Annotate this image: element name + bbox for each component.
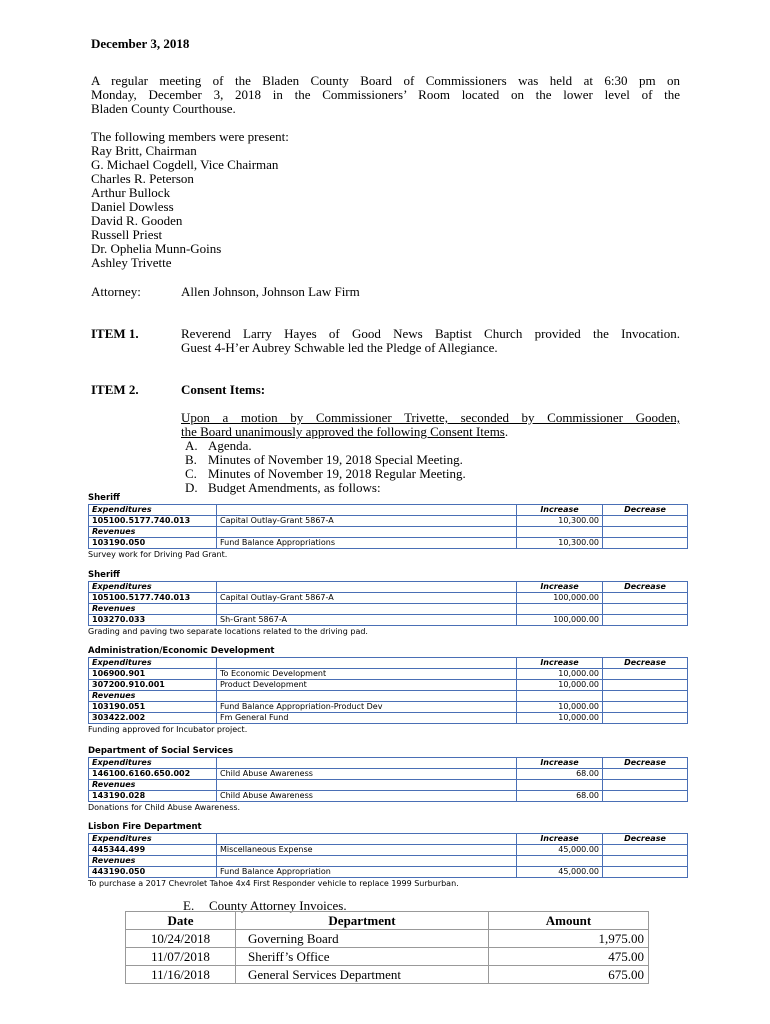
- budget-block: [88, 570, 687, 637]
- budget-department: Department of Social Services: [88, 746, 234, 756]
- members-present: [91, 130, 289, 270]
- account-description: Sh-Grant 5867-A: [217, 615, 517, 626]
- budget-table: [88, 581, 688, 626]
- table-row: [89, 713, 688, 724]
- expenditures-label: Expenditures: [89, 834, 217, 845]
- decrease-header: Decrease: [603, 582, 688, 593]
- invoice-amount: 675.00: [489, 966, 649, 984]
- list-item: D. Budget Amendments, as follows:: [185, 480, 381, 495]
- increase-header: Increase: [517, 758, 603, 769]
- increase-amount: 68.00: [517, 791, 603, 802]
- invoices-header-row: [126, 912, 649, 930]
- account-number: 105100.5177.740.013: [89, 516, 217, 527]
- member-name: G. Michael Cogdell, Vice Chairman: [91, 157, 279, 172]
- decrease-amount: [603, 867, 688, 878]
- list-item: B. Minutes of November 19, 2018 Special Meeting.: [185, 452, 463, 467]
- budget-block: [88, 493, 687, 560]
- revenues-label: Revenues: [89, 780, 217, 791]
- increase-header: Increase: [517, 505, 603, 516]
- item-1-line: Guest 4-H’er Aubrey Schwable led the Pledge of Allegiance.: [181, 340, 498, 355]
- budget-note: Funding approved for Incubator project.: [88, 725, 248, 734]
- table-row: [89, 680, 688, 691]
- header-department: Department: [236, 912, 489, 930]
- member-name: Ashley Trivette: [91, 255, 172, 270]
- increase-amount: 68.00: [517, 769, 603, 780]
- increase-amount: 100,000.00: [517, 615, 603, 626]
- budget-table: [88, 504, 688, 549]
- account-description: Fund Balance Appropriations: [217, 538, 517, 549]
- invoice-date: 10/24/2018: [126, 930, 236, 948]
- table-row: [89, 867, 688, 878]
- invoice-date: 11/16/2018: [126, 966, 236, 984]
- member-name: Ray Britt, Chairman: [91, 143, 197, 158]
- budget-department: Lisbon Fire Department: [88, 822, 202, 832]
- account-number: 146100.6160.650.002: [89, 769, 217, 780]
- budget-department: Sheriff: [88, 570, 120, 580]
- decrease-amount: [603, 702, 688, 713]
- revenues-label: Revenues: [89, 856, 217, 867]
- decrease-amount: [603, 516, 688, 527]
- budget-header-row: [89, 834, 688, 845]
- revenues-row: [89, 604, 688, 615]
- decrease-header: Decrease: [603, 834, 688, 845]
- account-description: Fund Balance Appropriation: [217, 867, 517, 878]
- table-row: [89, 845, 688, 856]
- account-description: Product Development: [217, 680, 517, 691]
- invoice-amount: 475.00: [489, 948, 649, 966]
- decrease-amount: [603, 713, 688, 724]
- attorney-label: Attorney:: [91, 284, 141, 299]
- account-number: 303422.002: [89, 713, 217, 724]
- member-name: Russell Priest: [91, 227, 163, 242]
- table-row: [126, 948, 649, 966]
- member-name: Dr. Ophelia Munn-Goins: [91, 241, 222, 256]
- table-row: [89, 702, 688, 713]
- budget-table: [88, 657, 688, 724]
- members-heading: The following members were present:: [91, 129, 289, 144]
- decrease-amount: [603, 615, 688, 626]
- account-number: 143190.028: [89, 791, 217, 802]
- account-number: 443190.050: [89, 867, 217, 878]
- increase-amount: 10,000.00: [517, 669, 603, 680]
- intro-paragraph: [91, 74, 680, 116]
- budget-note: Survey work for Driving Pad Grant.: [88, 550, 228, 559]
- revenues-label: Revenues: [89, 527, 217, 538]
- invoice-amount: 1,975.00: [489, 930, 649, 948]
- budget-header-row: [89, 658, 688, 669]
- account-description: Fm General Fund: [217, 713, 517, 724]
- decrease-header: Decrease: [603, 658, 688, 669]
- account-description: Child Abuse Awareness: [217, 769, 517, 780]
- expenditures-label: Expenditures: [89, 658, 217, 669]
- increase-amount: 10,300.00: [517, 538, 603, 549]
- budget-table: [88, 757, 688, 802]
- table-row: [89, 516, 688, 527]
- account-number: 105100.5177.740.013: [89, 593, 217, 604]
- budget-header-row: [89, 758, 688, 769]
- attorney-value: Allen Johnson, Johnson Law Firm: [181, 284, 360, 299]
- intro-line: Monday, December 3, 2018 in the Commissioners’ Room located on the lower level of the: [91, 87, 680, 102]
- account-number: 106900.901: [89, 669, 217, 680]
- table-row: [89, 769, 688, 780]
- invoice-department: General Services Department: [236, 966, 489, 984]
- account-description: Fund Balance Appropriation-Product Dev: [217, 702, 517, 713]
- list-item: A. Agenda.: [185, 438, 252, 453]
- account-number: 103190.050: [89, 538, 217, 549]
- table-row: [89, 791, 688, 802]
- budget-note: To purchase a 2017 Chevrolet Tahoe 4x4 First Responder vehicle to replace 1999 Surburban.: [88, 879, 459, 888]
- table-row: [89, 593, 688, 604]
- budget-block: [88, 646, 687, 735]
- increase-amount: 10,000.00: [517, 702, 603, 713]
- decrease-amount: [603, 769, 688, 780]
- motion-end: .: [504, 424, 509, 439]
- budget-department: Administration/Economic Development: [88, 646, 275, 656]
- meeting-date-heading: December 3, 2018: [91, 36, 190, 51]
- increase-amount: 45,000.00: [517, 845, 603, 856]
- budget-block: [88, 822, 687, 889]
- table-row: [89, 538, 688, 549]
- item-e-key: E.: [183, 898, 195, 913]
- budget-note: Donations for Child Abuse Awareness.: [88, 803, 241, 812]
- decrease-amount: [603, 680, 688, 691]
- account-number: 103270.033: [89, 615, 217, 626]
- account-number: 445344.499: [89, 845, 217, 856]
- budget-department: Sheriff: [88, 493, 120, 503]
- revenues-label: Revenues: [89, 691, 217, 702]
- account-number: 307200.910.001: [89, 680, 217, 691]
- increase-header: Increase: [517, 658, 603, 669]
- intro-line: A regular meeting of the Bladen County Board of Commissioners was held at 6:30 pm on: [91, 73, 680, 88]
- decrease-amount: [603, 669, 688, 680]
- budget-header-row: [89, 582, 688, 593]
- invoice-department: Governing Board: [236, 930, 489, 948]
- invoice-department: Sheriff’s Office: [236, 948, 489, 966]
- header-date: Date: [126, 912, 236, 930]
- revenues-row: [89, 691, 688, 702]
- member-name: Charles R. Peterson: [91, 171, 194, 186]
- intro-line: Bladen County Courthouse.: [91, 101, 236, 116]
- decrease-header: Decrease: [603, 505, 688, 516]
- budget-table: [88, 833, 688, 878]
- account-description: Capital Outlay-Grant 5867-A: [217, 516, 517, 527]
- increase-amount: 10,300.00: [517, 516, 603, 527]
- budget-header-row: [89, 505, 688, 516]
- item-2-label: ITEM 2.: [91, 382, 139, 397]
- member-name: Daniel Dowless: [91, 199, 174, 214]
- header-amount: Amount: [489, 912, 649, 930]
- budget-block: [88, 746, 687, 813]
- account-number: 103190.051: [89, 702, 217, 713]
- expenditures-label: Expenditures: [89, 758, 217, 769]
- increase-amount: 100,000.00: [517, 593, 603, 604]
- revenues-row: [89, 527, 688, 538]
- item-2-title: Consent Items:: [181, 382, 266, 397]
- revenues-label: Revenues: [89, 604, 217, 615]
- motion-line: Upon a motion by Commissioner Trivette, seconded by Commissioner Gooden,: [181, 410, 680, 425]
- account-description: To Economic Development: [217, 669, 517, 680]
- decrease-amount: [603, 845, 688, 856]
- invoice-date: 11/07/2018: [126, 948, 236, 966]
- increase-amount: 10,000.00: [517, 713, 603, 724]
- budget-note: Grading and paving two separate locations related to the driving pad.: [88, 627, 368, 636]
- account-description: Capital Outlay-Grant 5867-A: [217, 593, 517, 604]
- increase-header: Increase: [517, 834, 603, 845]
- expenditures-label: Expenditures: [89, 582, 217, 593]
- list-item: C. Minutes of November 19, 2018 Regular Meeting.: [185, 466, 466, 481]
- item-e-text: County Attorney Invoices.: [209, 898, 347, 913]
- revenues-row: [89, 856, 688, 867]
- decrease-amount: [603, 791, 688, 802]
- item-1-line: Reverend Larry Hayes of Good News Baptist Church provided the Invocation.: [181, 326, 680, 341]
- invoices-table: [125, 911, 649, 984]
- table-row: [89, 669, 688, 680]
- member-name: David R. Gooden: [91, 213, 183, 228]
- revenues-row: [89, 780, 688, 791]
- decrease-amount: [603, 538, 688, 549]
- increase-amount: 10,000.00: [517, 680, 603, 691]
- item-1-label: ITEM 1.: [91, 326, 139, 341]
- consent-list: [185, 439, 466, 495]
- table-row: [89, 615, 688, 626]
- table-row: [126, 966, 649, 984]
- member-name: Arthur Bullock: [91, 185, 171, 200]
- motion-line: the Board unanimously approved the following Consent Items: [181, 424, 505, 439]
- table-row: [126, 930, 649, 948]
- consent-motion: [181, 411, 680, 439]
- increase-amount: 45,000.00: [517, 867, 603, 878]
- expenditures-label: Expenditures: [89, 505, 217, 516]
- increase-header: Increase: [517, 582, 603, 593]
- decrease-amount: [603, 593, 688, 604]
- decrease-header: Decrease: [603, 758, 688, 769]
- account-description: Miscellaneous Expense: [217, 845, 517, 856]
- account-description: Child Abuse Awareness: [217, 791, 517, 802]
